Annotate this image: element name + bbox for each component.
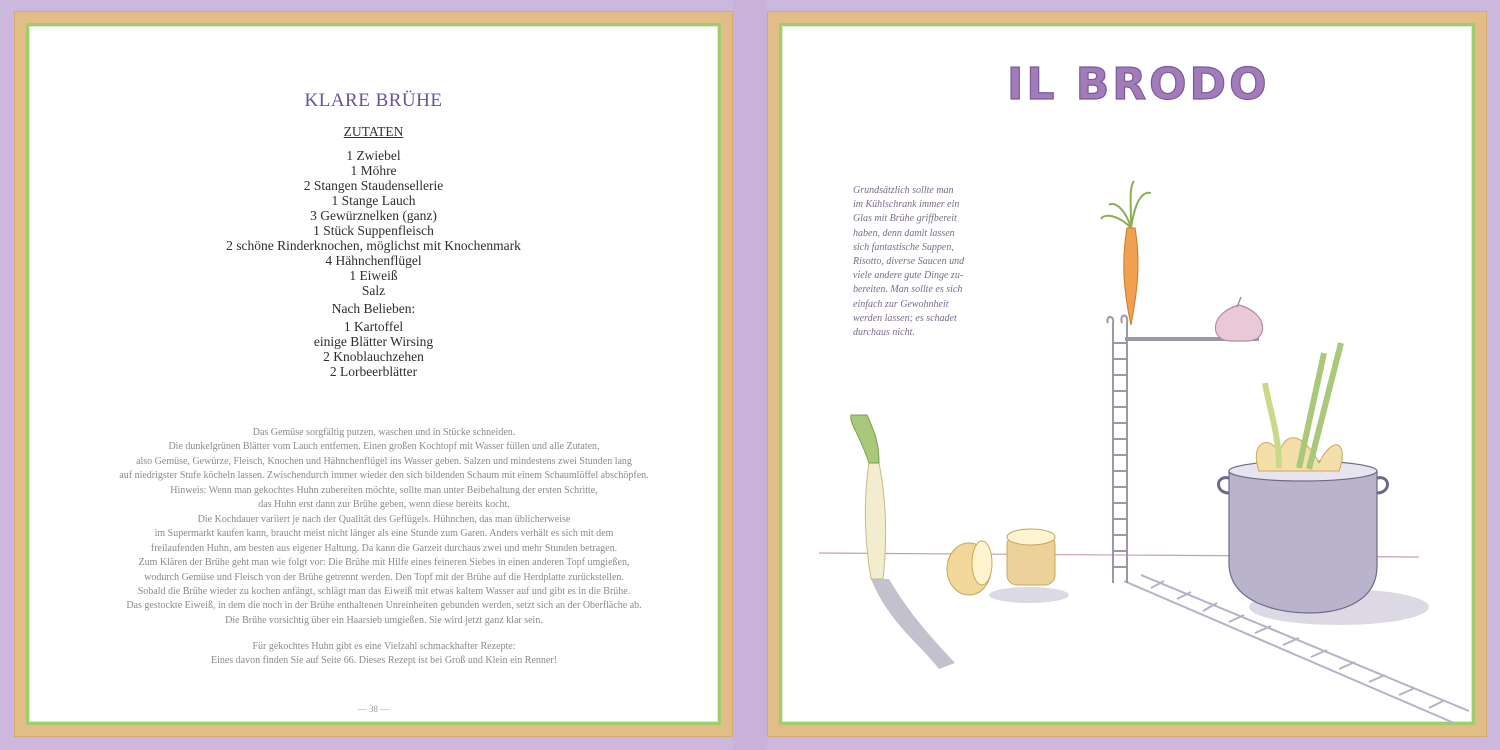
recipe-title: KLARE BRÜHE bbox=[304, 90, 443, 111]
onion bbox=[1215, 297, 1262, 341]
leek bbox=[851, 415, 955, 669]
stock-pot bbox=[1219, 343, 1430, 625]
ladder bbox=[1107, 316, 1127, 584]
text-line: Grundsätzlich sollte man bbox=[853, 185, 954, 196]
left-page bbox=[15, 12, 732, 736]
ingredient-item: 1 Stange Lauch bbox=[331, 193, 416, 208]
ingredient-item: 4 Hähnchenflügel bbox=[325, 253, 422, 268]
text-line: das Huhn erst dann zur Brühe geben, wenn diese bereits kocht. bbox=[258, 499, 510, 511]
text-line: Für gekochtes Huhn gibt es eine Vielzahl schmackhafter Rezepte: bbox=[252, 641, 516, 652]
optional-list bbox=[26, 319, 721, 379]
text-line: Die dunkelgrünen Blätter vom Lauch entfernen. Einen großen Kochtopf mit Wasser füllen und alle Zutaten, bbox=[168, 441, 600, 453]
text-line: im Supermarkt kaufen kann, braucht meist nicht länger als eine Stunde zum Garen. Anders verhält es sich mit dem bbox=[154, 528, 614, 540]
text-line: Hinweis: Wenn man gekochtes Huhn zubereiten möchte, sollte man unter Beibehaltung der ersten Schritte, bbox=[170, 484, 598, 496]
instructions-paragraph-3 bbox=[56, 640, 712, 669]
potato-pieces bbox=[947, 529, 1069, 603]
right-page bbox=[768, 12, 1486, 736]
book-gutter bbox=[733, 0, 767, 750]
text-line: im Kühlschrank immer ein bbox=[853, 199, 960, 211]
page-number: — 38 — bbox=[357, 704, 390, 714]
ingredient-item: 2 schöne Rinderknochen, möglichst mit Knochenmark bbox=[226, 238, 521, 253]
text-line: also Gemüse, Gewürze, Fleisch, Knochen und Hähnchenflügel ins Wasser geben. Salzen und mindestens zwei Stunden lang bbox=[136, 455, 632, 467]
ingredient-item: 3 Gewürznelken (ganz) bbox=[310, 208, 437, 223]
text-line: Die Kochdauer variiert je nach der Qualität des Geflügels. Hühnchen, das man üblicherweise bbox=[197, 514, 571, 525]
instructions-paragraph-1 bbox=[56, 426, 712, 512]
optional-item: 2 Knoblauchzehen bbox=[323, 349, 424, 364]
optional-heading: Nach Belieben: bbox=[331, 301, 416, 316]
text-line: einfach zur Gewohnheit bbox=[853, 298, 949, 310]
text-line: werden lassen; es schadet bbox=[853, 312, 957, 324]
optional-item: 1 Kartoffel bbox=[343, 319, 404, 334]
text-line: haben, denn damit lassen bbox=[853, 227, 955, 239]
text-line: Risotto, diverse Saucen und bbox=[853, 256, 965, 268]
text-line: auf niedrigster Stufe köcheln lassen. Zwischendurch immer wieder den sich bildenden Schaum mit einem Schaumlöffel abschöpfen. bbox=[119, 470, 649, 482]
ingredient-item: 1 Zwiebel bbox=[346, 148, 401, 163]
ingredients-heading: ZUTATEN bbox=[343, 124, 404, 139]
ingredient-item: 2 Stangen Staudensellerie bbox=[303, 178, 444, 193]
text-line: sich fantastische Suppen, bbox=[853, 241, 954, 253]
text-line: wodurch Gemüse und Fleisch von der Brühe getrennt werden. Den Topf mit der Brühe auf die Herdplatte zurückstellen. bbox=[144, 571, 624, 583]
text-line: bereiten. Man sollte es sich bbox=[853, 284, 963, 296]
text-line: Das gestockte Eiweiß, in dem die noch in der Brühe enthaltenen Unreinheiten gebunden werden, setzt sich an der Oberfläche ab. bbox=[126, 600, 642, 612]
ingredient-item: 1 Eiweiß bbox=[349, 268, 398, 283]
text-line: viele andere gute Dinge zu- bbox=[853, 270, 964, 282]
text-line: freilaufenden Huhn, am besten aus eigener Haltung. Da kann die Garzeit durchaus zwei und mehr Stunden betragen. bbox=[150, 542, 618, 554]
instructions-paragraph-2 bbox=[56, 513, 712, 628]
text-line: Glas mit Brühe griffbereit bbox=[853, 213, 957, 225]
text-line: durchaus nicht. bbox=[853, 327, 915, 339]
text-line: Das Gemüse sorgfältig putzen, waschen und in Stücke schneiden. bbox=[252, 427, 516, 438]
carrot bbox=[1101, 181, 1151, 325]
optional-item: 2 Lorbeerblätter bbox=[329, 364, 418, 379]
ingredients-list bbox=[26, 148, 721, 298]
text-line: Zum Klären der Brühe geht man wie folgt vor: Die Brühe mit Hilfe eines feineren Siebes in einen anderen Topf umgießen, bbox=[138, 557, 630, 569]
text-line: Eines davon finden Sie auf Seite 66. Dieses Rezept ist bei Groß und Klein ein Renner! bbox=[210, 655, 558, 667]
ingredient-item: 1 Stück Suppenfleisch bbox=[313, 223, 434, 238]
optional-item: einige Blätter Wirsing bbox=[313, 334, 434, 349]
ingredient-item: 1 Möhre bbox=[350, 163, 397, 178]
text-line: Die Brühe vorsichtig über ein Haarsieb umgießen. Sie wird jetzt ganz klar sein. bbox=[225, 614, 543, 626]
kitchen-illustration bbox=[779, 23, 1475, 725]
text-line: Sobald die Brühe wieder zu kochen anfängt, schlägt man das Eiweiß mit etwas kaltem Wasser auf und gibt es in die Brühe. bbox=[137, 586, 631, 598]
brodo-title: IL BRODO bbox=[1007, 59, 1270, 110]
ingredient-item: Salz bbox=[361, 283, 386, 298]
